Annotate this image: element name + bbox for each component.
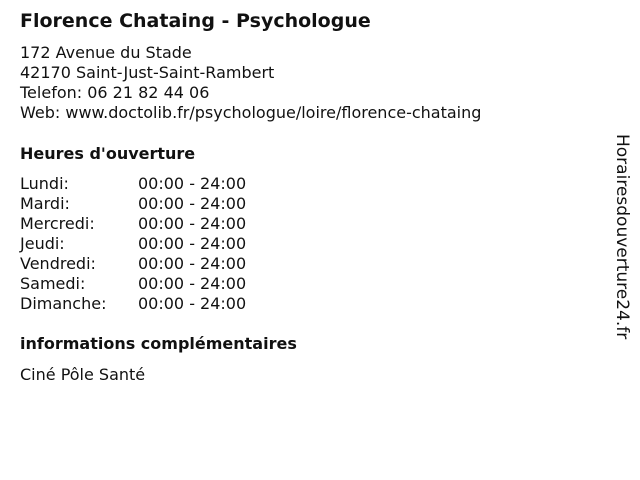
page-title: Florence Chataing - Psychologue bbox=[20, 10, 371, 32]
day-label: Lundi: bbox=[20, 174, 69, 193]
street-address: 172 Avenue du Stade bbox=[20, 43, 192, 62]
day-label: Dimanche: bbox=[20, 294, 107, 313]
hours-row-saturday bbox=[20, 274, 246, 294]
time-range: 00:00 - 24:00 bbox=[138, 294, 247, 313]
day-label: Mercredi: bbox=[20, 214, 95, 233]
hours-row-monday bbox=[20, 174, 246, 194]
hours-row-tuesday bbox=[20, 194, 246, 214]
city-address: 42170 Saint-Just-Saint-Rambert bbox=[20, 63, 275, 82]
info-text: Ciné Pôle Santé bbox=[20, 365, 146, 384]
time-range: 00:00 - 24:00 bbox=[138, 234, 247, 253]
hours-row-friday bbox=[20, 254, 246, 274]
hours-row-wednesday bbox=[20, 214, 246, 234]
time-range: 00:00 - 24:00 bbox=[138, 174, 247, 193]
time-range: 00:00 - 24:00 bbox=[138, 214, 247, 233]
day-label: Vendredi: bbox=[20, 254, 96, 273]
time-range: 00:00 - 24:00 bbox=[138, 254, 247, 273]
time-range: 00:00 - 24:00 bbox=[138, 194, 247, 213]
day-label: Mardi: bbox=[20, 194, 70, 213]
info-heading: informations complémentaires bbox=[20, 334, 297, 353]
website-url: Web: www.doctolib.fr/psychologue/loire/florence-chataing bbox=[20, 103, 482, 122]
hours-row-sunday bbox=[20, 294, 246, 314]
phone-number: Telefon: 06 21 82 44 06 bbox=[20, 83, 210, 102]
time-range: 00:00 - 24:00 bbox=[138, 274, 247, 293]
day-label: Samedi: bbox=[20, 274, 86, 293]
address-block bbox=[20, 43, 481, 123]
side-brand-watermark: Horairesdouverture24.fr bbox=[612, 134, 632, 340]
opening-hours-list bbox=[20, 174, 246, 314]
hours-heading: Heures d'ouverture bbox=[20, 144, 196, 163]
day-label: Jeudi: bbox=[20, 234, 65, 253]
hours-row-thursday bbox=[20, 234, 246, 254]
